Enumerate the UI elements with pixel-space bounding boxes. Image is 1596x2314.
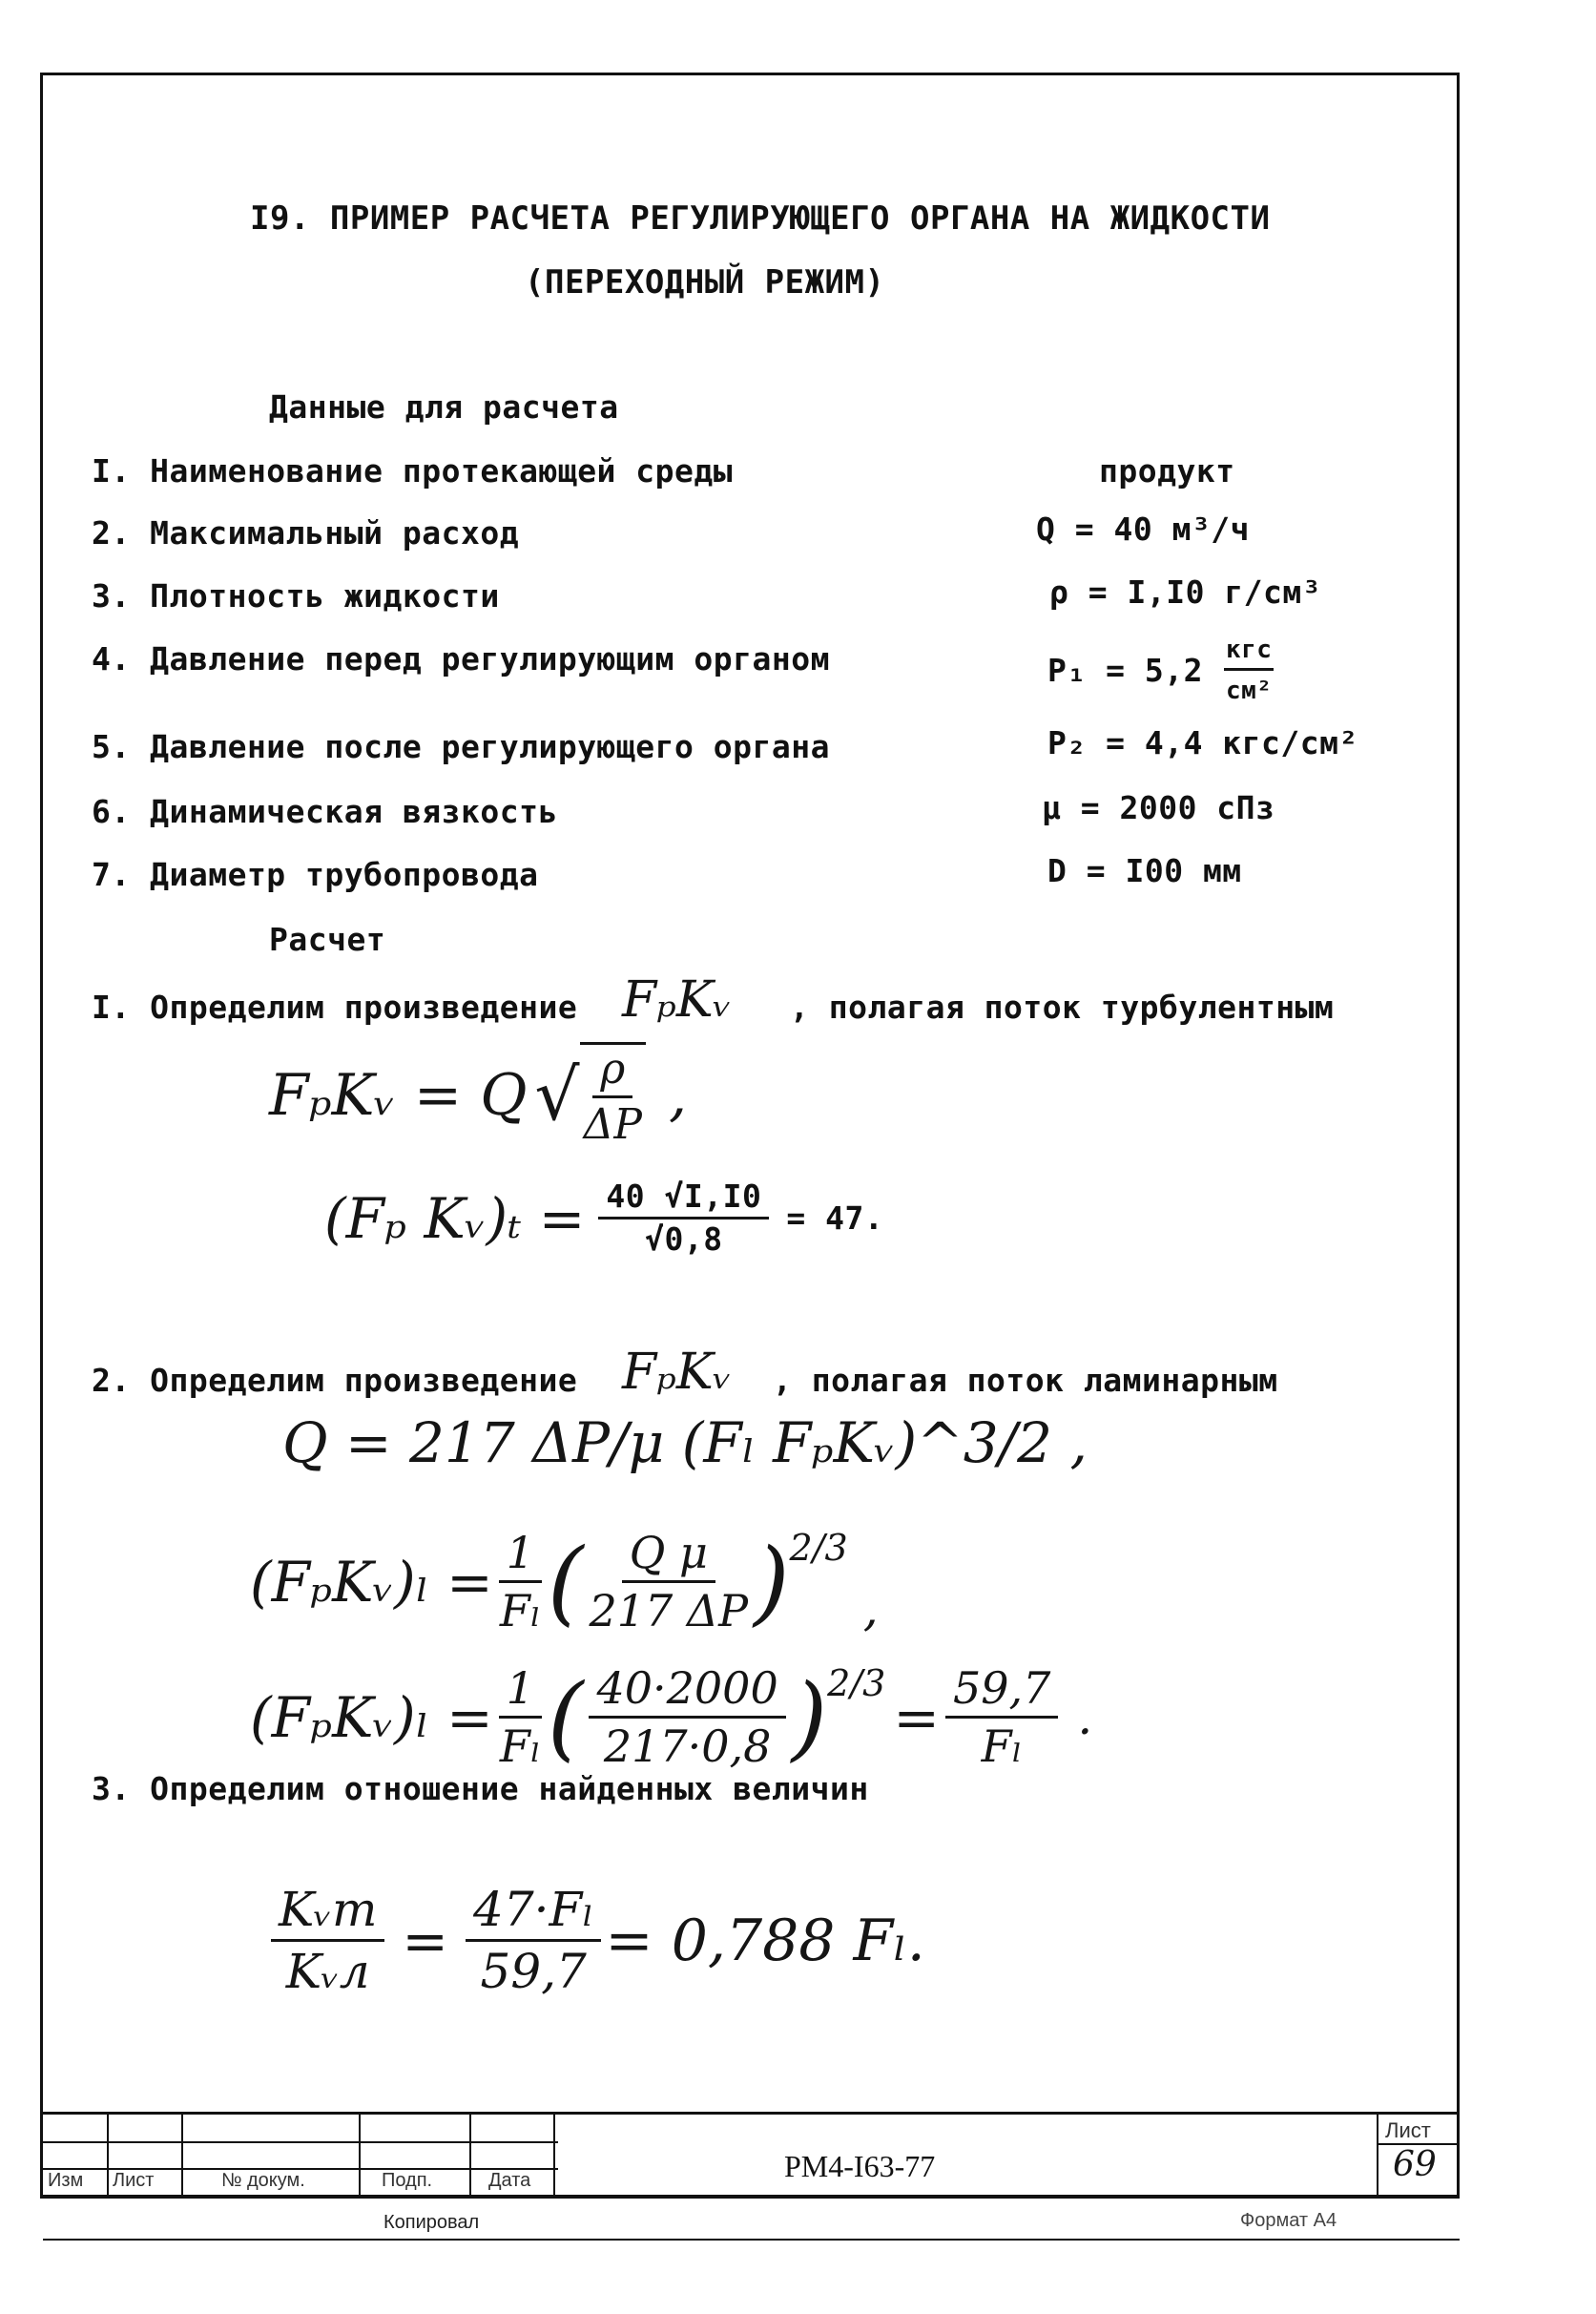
input-item-1-label: I. Наименование протекающей среды xyxy=(92,452,734,490)
stamp-col-label: Подп. xyxy=(382,2170,433,2191)
input-item-4-value xyxy=(1047,632,1279,709)
step2-eq1: Q = 217 ΔP/μ (Fₗ FₚKᵥ)^3/2 , xyxy=(282,1410,1088,1475)
stamp-col-label: № докум. xyxy=(221,2170,305,2191)
stamp-col-label: Дата xyxy=(488,2170,531,2191)
step2-eq3-end: . xyxy=(1077,1689,1093,1745)
step2-eq2-end: , xyxy=(862,1581,879,1636)
input-item-7-label: 7. Диаметр трубопровода xyxy=(92,856,539,893)
input-data-heading: Данные для расчета xyxy=(269,388,619,426)
step2-eq3 xyxy=(250,1662,1092,1772)
step3-text: 3. Определим отношение найденных величин xyxy=(92,1770,869,1807)
step1-formula-left: FₚKᵥ = Q xyxy=(269,1062,528,1129)
input-item-3-label: 3. Плотность жидкости xyxy=(92,577,500,615)
input-item-4-label: 4. Давление перед регулирующим органом xyxy=(92,640,830,678)
pressure-unit-den: см² xyxy=(1225,677,1273,705)
step1-result-den: √0,8 xyxy=(645,1220,723,1258)
stamp-col-line xyxy=(359,2112,361,2198)
step1-formula-end: , xyxy=(668,1062,688,1129)
step2-eq2-coef-den: Fₗ xyxy=(499,1585,541,1636)
step1-result-right: = 47. xyxy=(786,1199,884,1237)
stamp-bottom-border xyxy=(43,2195,1460,2198)
stamp-col-line xyxy=(107,2112,109,2198)
step2-eq2-num: Q μ xyxy=(622,1527,715,1583)
step2-eq3-coef-den: Fₗ xyxy=(499,1720,541,1772)
step3-rhs: = 0,788 Fₗ. xyxy=(605,1907,925,1974)
document-code: РМ4-I63-77 xyxy=(784,2149,936,2183)
step2-eq3-exp: 2/3 xyxy=(827,1662,886,1704)
step3-ratio xyxy=(271,1882,925,1999)
stamp-col-line xyxy=(469,2112,471,2198)
input-item-2-value: Q = 40 м³/ч xyxy=(1036,511,1251,548)
step2-eq2-fraction xyxy=(589,1527,748,1636)
step1-formula-fraction xyxy=(580,1042,646,1149)
stamp-col-label: Лист xyxy=(113,2170,155,2191)
step1-result-left: (Fₚ Kᵥ)ₜ = xyxy=(324,1185,586,1251)
step1-text-before: I. Определим произведение xyxy=(92,989,578,1026)
right-paren-icon: ) xyxy=(791,1663,828,1771)
step2-eq3-left: (FₚKᵥ)ₗ = xyxy=(250,1684,493,1750)
input-item-2-label: 2. Максимальный расход xyxy=(92,514,520,552)
step3-mid xyxy=(466,1882,601,1999)
copied-label: Копировал xyxy=(383,2212,480,2233)
input-item-6-value: μ = 2000 сПз xyxy=(1042,789,1275,826)
step2-eq3-res-den: Fₗ xyxy=(981,1720,1023,1772)
step2-eq3-den: 217·0,8 xyxy=(603,1720,772,1772)
step1-symbol: FₚKᵥ xyxy=(622,971,733,1029)
stamp-row-line xyxy=(43,2141,558,2143)
step3-lhs-den: Kᵥл xyxy=(285,1944,370,1999)
step1-result-fraction xyxy=(598,1178,769,1258)
equals-sign-icon: = xyxy=(893,1684,940,1750)
right-paren-icon: ) xyxy=(754,1528,790,1636)
step2-eq3-coef xyxy=(499,1662,542,1772)
step1-result-num: 40 √I,I0 xyxy=(598,1178,769,1220)
step2-text-after: , полагая поток ламинарным xyxy=(773,1362,1278,1399)
sheet-number: 69 xyxy=(1393,2145,1437,2184)
step2-eq3-num: 40·2000 xyxy=(589,1662,785,1719)
stamp-col-line xyxy=(1377,2112,1378,2198)
stamp-col-label: Изм xyxy=(48,2170,84,2191)
step1-formula xyxy=(269,1042,687,1149)
page-frame xyxy=(40,73,1460,2199)
input-item-3-value: ρ = I,I0 г/см³ xyxy=(1049,573,1322,611)
input-item-6-label: 6. Динамическая вязкость xyxy=(92,793,558,830)
document-subtitle: (ПЕРЕХОДНЫЙ РЕЖИМ) xyxy=(525,263,885,302)
left-paren-icon: ( xyxy=(548,1528,584,1636)
bottom-rule xyxy=(43,2239,1460,2241)
step1-formula-den: ΔP xyxy=(583,1100,642,1149)
stamp-col-line xyxy=(181,2112,183,2198)
sqrt-sign-icon: √ xyxy=(534,1054,580,1136)
step2-eq2-coef-num: 1 xyxy=(499,1527,542,1583)
stamp-col-line xyxy=(553,2112,555,2198)
input-item-5-label: 5. Давление после регулирующего органа xyxy=(92,728,830,765)
pressure-unit-fraction xyxy=(1224,632,1274,709)
step1-formula-num: ρ xyxy=(592,1045,632,1098)
step3-lhs xyxy=(271,1882,384,1999)
step2-eq3-res-num: 59,7 xyxy=(945,1662,1058,1719)
step2-eq3-fraction xyxy=(589,1662,785,1772)
document-title: I9. ПРИМЕР РАСЧЕТА РЕГУЛИРУЮЩЕГО ОРГАНА НА ЖИДКОСТИ xyxy=(250,199,1271,238)
input-item-1-value: продукт xyxy=(1099,452,1235,490)
equals-sign-icon: = xyxy=(402,1907,449,1973)
pressure-before-prefix: P₁ = 5,2 xyxy=(1047,651,1203,689)
step2-text-before: 2. Определим произведение xyxy=(92,1362,578,1399)
input-item-5-value: P₂ = 4,4 кгс/см² xyxy=(1047,724,1358,761)
step2-eq2-left: (FₚKᵥ)ₗ = xyxy=(250,1549,493,1615)
sheet-label: Лист xyxy=(1385,2118,1431,2142)
step2-symbol: FₚKᵥ xyxy=(622,1344,733,1401)
input-item-7-value: D = I00 мм xyxy=(1047,852,1242,889)
step3-mid-den: 59,7 xyxy=(480,1944,587,1999)
step3-lhs-num: Kᵥт xyxy=(271,1882,384,1942)
step2-eq2-coef xyxy=(499,1527,542,1636)
calculation-heading: Расчет xyxy=(269,921,386,958)
step1-result xyxy=(324,1178,883,1258)
stamp-top-border xyxy=(43,2112,1460,2115)
step1-text-after: , полагая поток турбулентным xyxy=(790,989,1335,1026)
step2-eq2 xyxy=(250,1527,879,1636)
step2-eq3-coef-num: 1 xyxy=(499,1662,542,1719)
step2-eq2-exp: 2/3 xyxy=(789,1527,848,1569)
pressure-unit-num: кгс xyxy=(1224,632,1274,671)
format-label: Формат А4 xyxy=(1240,2210,1337,2231)
step3-mid-num: 47·Fₗ xyxy=(466,1882,601,1942)
left-paren-icon: ( xyxy=(548,1663,584,1771)
step2-eq3-result xyxy=(945,1662,1058,1772)
step2-eq2-den: 217 ΔP xyxy=(589,1585,749,1636)
